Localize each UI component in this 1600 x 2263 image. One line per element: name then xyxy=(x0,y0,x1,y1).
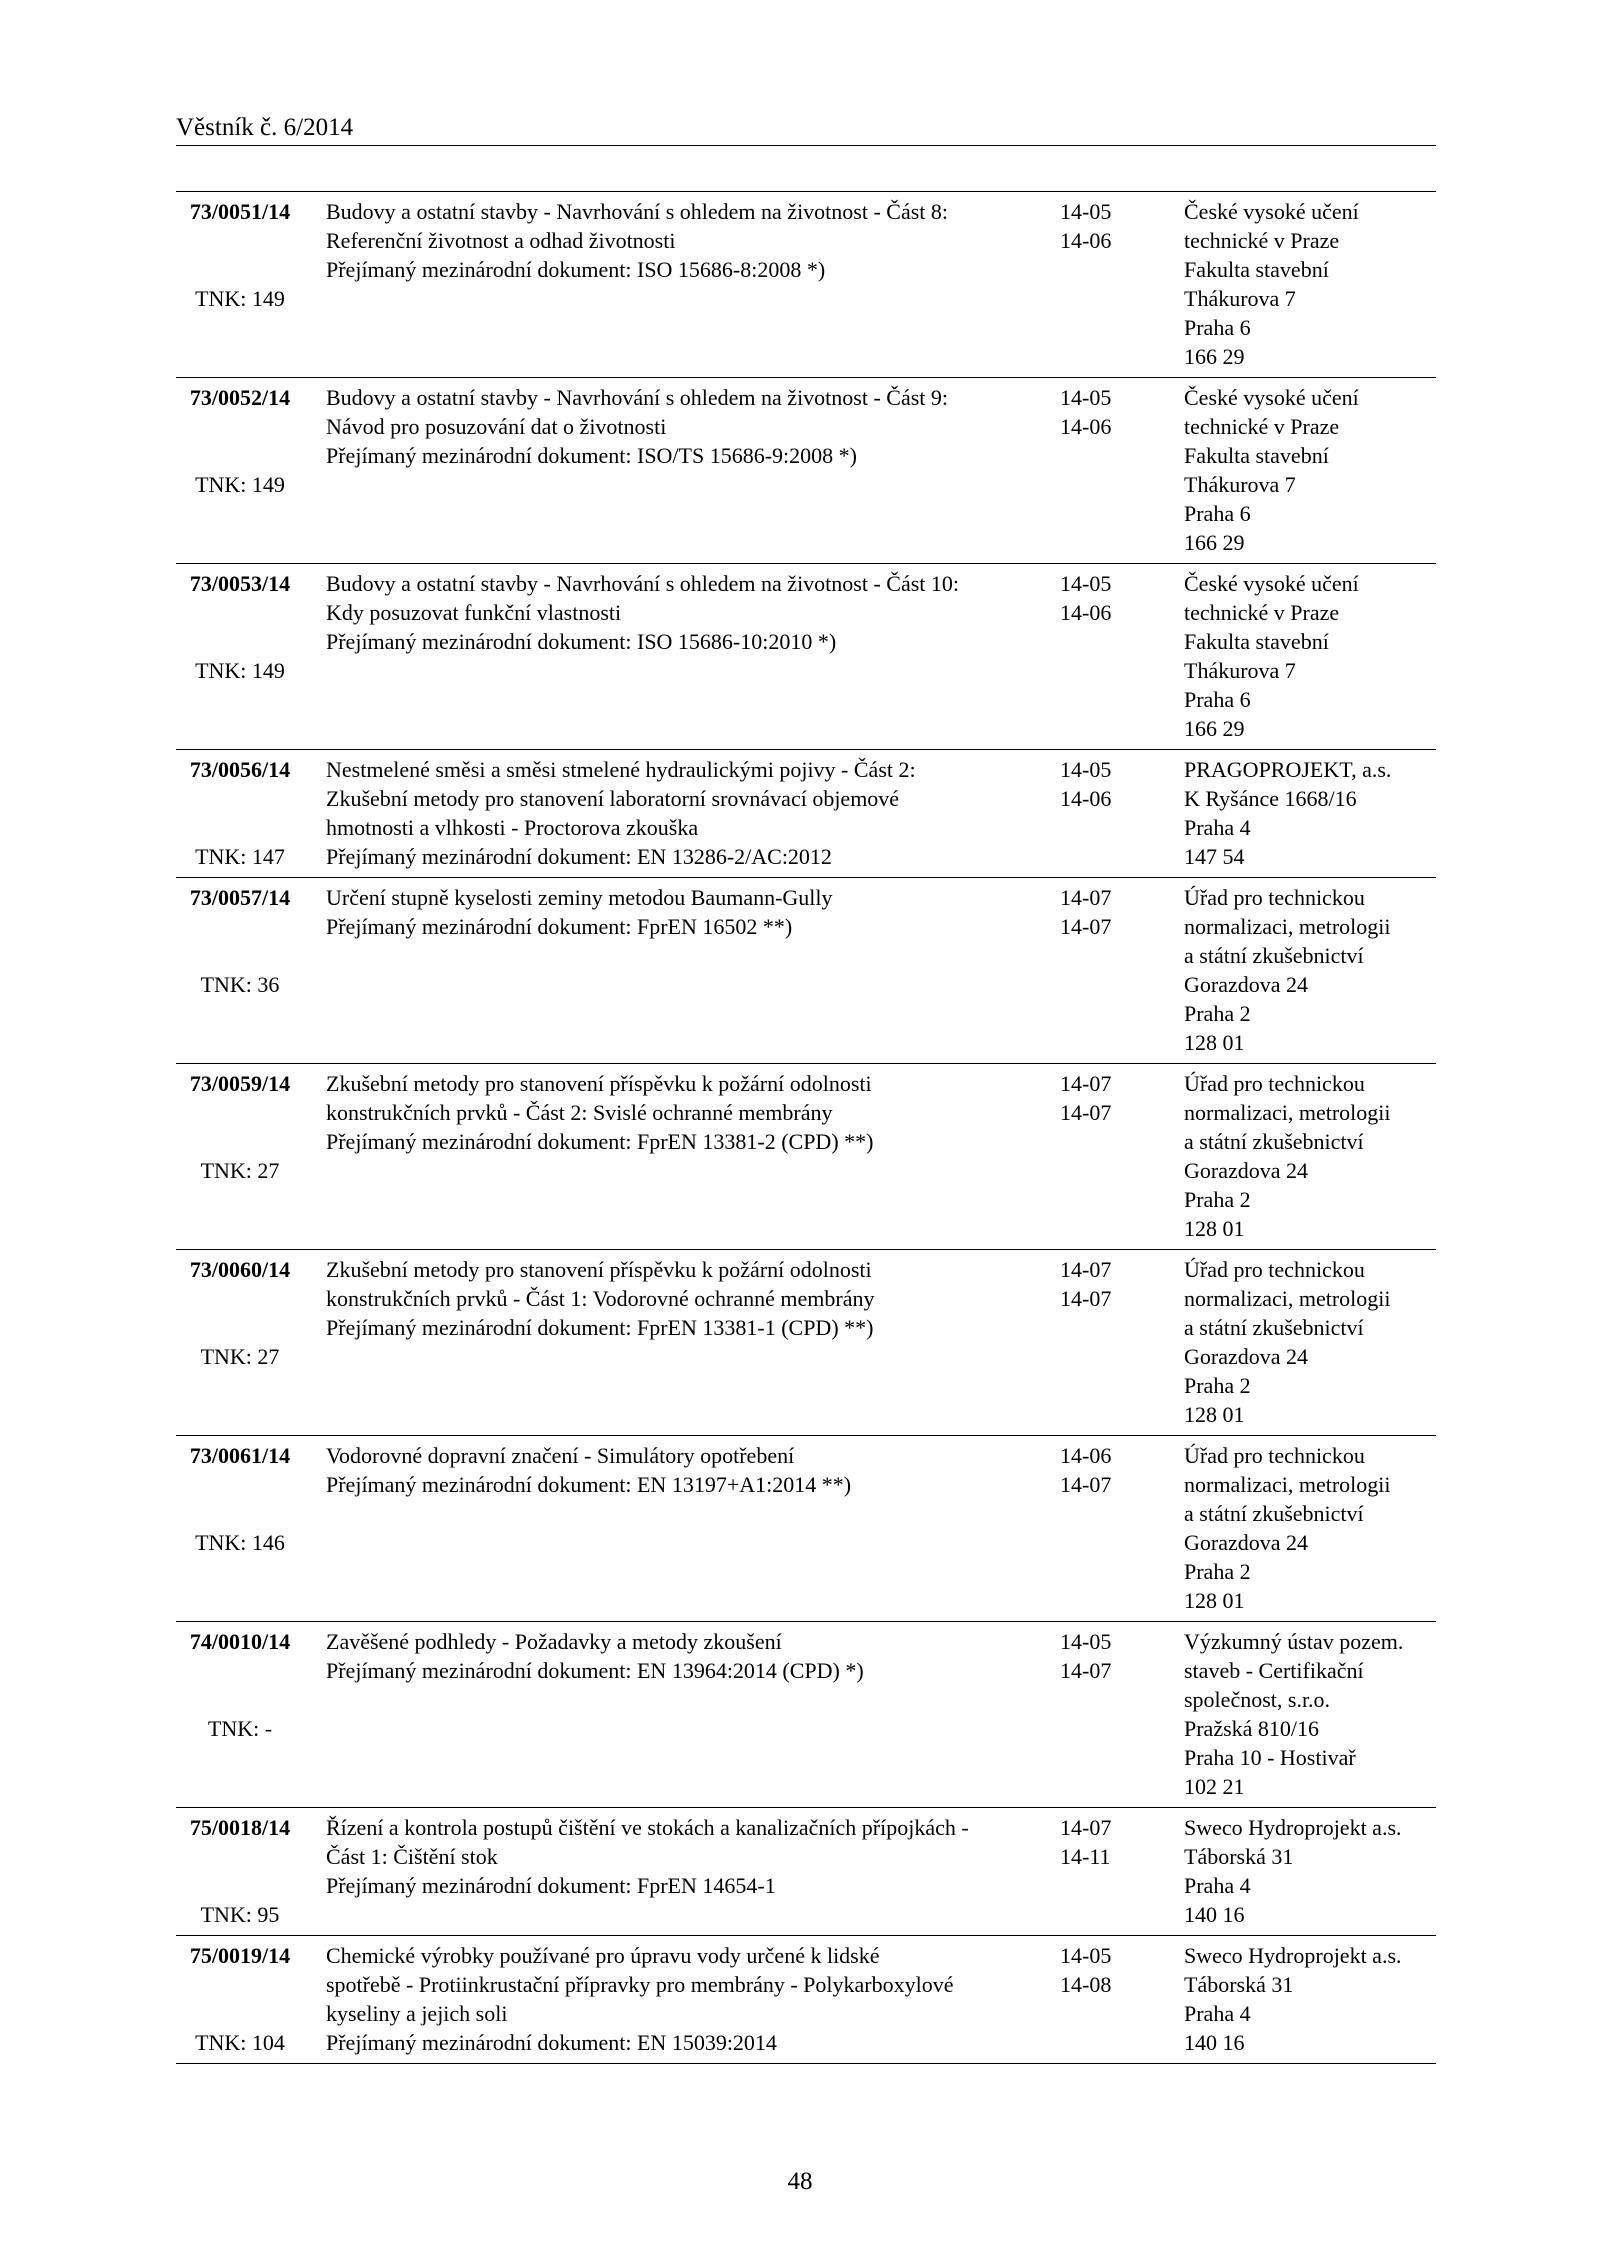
record-title-line: Přejímaný mezinárodní dokument: EN 13964:2014 (CPD) *) xyxy=(326,1658,864,1683)
record-organization-line: Praha 6 xyxy=(1184,501,1251,526)
record-tnk: TNK: 149 xyxy=(195,658,285,683)
record-title-line: hmotnosti a vlhkosti - Proctorova zkouška xyxy=(326,815,699,840)
record-title-line: Budovy a ostatní stavby - Navrhování s ohledem na životnost - Část 8: xyxy=(326,199,949,224)
record-title-line: Zkušební metody pro stanovení příspěvku k požární odolnosti xyxy=(326,1257,872,1282)
record-tnk: TNK: 36 xyxy=(200,972,280,997)
record-organization-line: 128 01 xyxy=(1184,1030,1245,1055)
record-organization-line: Thákurova 7 xyxy=(1184,286,1296,311)
table-row xyxy=(176,378,1436,564)
record-dates-line: 14-07 xyxy=(1060,1286,1112,1311)
record-organization xyxy=(1184,569,1434,743)
record-title-line: Přejímaný mezinárodní dokument: FprEN 13381-1 (CPD) **) xyxy=(326,1315,874,1340)
record-organization-line: normalizaci, metrologii xyxy=(1184,914,1391,939)
record-id: 75/0018/14 xyxy=(189,1815,291,1840)
record-dates-line: 14-07 xyxy=(1060,885,1112,910)
record-title-line: Část 1: Čištění stok xyxy=(326,1844,498,1869)
table-row xyxy=(176,1936,1436,2064)
record-organization-line: a státní zkušebnictví xyxy=(1184,1315,1364,1340)
page-header xyxy=(176,112,1436,146)
record-organization xyxy=(1184,383,1434,557)
record-dates-line: 14-06 xyxy=(1060,228,1112,253)
record-organization-line: Praha 6 xyxy=(1184,315,1251,340)
record-id: 73/0051/14 xyxy=(189,199,291,224)
record-dates xyxy=(1060,1255,1140,1313)
record-dates xyxy=(1060,197,1140,255)
record-title-line: Přejímaný mezinárodní dokument: FprEN 13381-2 (CPD) **) xyxy=(326,1129,874,1154)
record-title xyxy=(326,1255,886,1342)
record-organization-line: PRAGOPROJEKT, a.s. xyxy=(1184,757,1392,782)
record-id: 75/0019/14 xyxy=(189,1943,291,1968)
record-title-line: Návod pro posuzování dat o životnosti xyxy=(326,414,667,439)
record-title xyxy=(326,383,949,470)
record-dates xyxy=(1060,883,1140,941)
record-organization-line: 102 21 xyxy=(1184,1774,1245,1799)
record-organization-line: Praha 2 xyxy=(1184,1373,1251,1398)
record-organization xyxy=(1184,1255,1434,1429)
record-dates xyxy=(1060,569,1140,627)
record-organization-line: 128 01 xyxy=(1184,1588,1245,1613)
record-tnk: TNK: 147 xyxy=(195,844,285,869)
record-organization-line: Praha 4 xyxy=(1184,2001,1251,2026)
record-organization xyxy=(1184,755,1434,871)
record-dates xyxy=(1060,1941,1140,1999)
record-title-line: Nestmelené směsi a směsi stmelené hydraulickými pojivy - Část 2: xyxy=(326,757,916,782)
record-id: 73/0052/14 xyxy=(189,385,291,410)
record-title xyxy=(326,569,960,656)
record-dates-line: 14-07 xyxy=(1060,1815,1112,1840)
table-row xyxy=(176,1064,1436,1250)
record-title-line: Přejímaný mezinárodní dokument: ISO 15686-8:2008 *) xyxy=(326,257,826,282)
table-row xyxy=(176,1808,1436,1936)
record-organization-line: 140 16 xyxy=(1184,2030,1245,2055)
record-title xyxy=(326,1627,886,1685)
record-organization-line: Praha 2 xyxy=(1184,1001,1251,1026)
record-organization-line: Fakulta stavební xyxy=(1184,629,1329,654)
record-organization-line: technické v Praze xyxy=(1184,228,1340,253)
record-tnk: TNK: 95 xyxy=(200,1902,280,1927)
record-title xyxy=(326,197,949,284)
record-organization-line: Táborská 31 xyxy=(1184,1972,1294,1997)
record-title-line: konstrukčních prvků - Část 1: Vodorovné ochranné membrány xyxy=(326,1286,875,1311)
record-dates-line: 14-05 xyxy=(1060,1629,1112,1654)
record-tnk: TNK: 27 xyxy=(200,1158,280,1183)
record-dates xyxy=(1060,1441,1140,1499)
record-title-line: Řízení a kontrola postupů čištění ve stokách a kanalizačních přípojkách - xyxy=(326,1815,969,1840)
record-id: 73/0059/14 xyxy=(189,1071,291,1096)
record-organization-line: Fakulta stavební xyxy=(1184,443,1329,468)
record-title xyxy=(326,1069,886,1156)
record-id: 73/0057/14 xyxy=(189,885,291,910)
record-organization-line: technické v Praze xyxy=(1184,414,1340,439)
record-organization-line: Gorazdova 24 xyxy=(1184,1344,1309,1369)
record-organization-line: Úřad pro technickou xyxy=(1184,885,1365,910)
record-title-line: Zkušební metody pro stanovení příspěvku k požární odolnosti xyxy=(326,1071,872,1096)
record-organization-line: technické v Praze xyxy=(1184,600,1340,625)
record-organization-line: 166 29 xyxy=(1184,344,1245,369)
record-dates-line: 14-05 xyxy=(1060,199,1112,224)
record-title-line: Vodorovné dopravní značení - Simulátory opotřebení xyxy=(326,1443,795,1468)
record-tnk: TNK: 149 xyxy=(195,286,285,311)
record-title-line: Přejímaný mezinárodní dokument: ISO/TS 15686-9:2008 *) xyxy=(326,443,857,468)
record-organization xyxy=(1184,1813,1434,1929)
table-row xyxy=(176,878,1436,1064)
record-organization-line: 128 01 xyxy=(1184,1216,1245,1241)
record-title-line: Kdy posuzovat funkční vlastnosti xyxy=(326,600,622,625)
record-organization-line: České vysoké učení xyxy=(1184,385,1359,410)
record-organization-line: společnost, s.r.o. xyxy=(1184,1687,1331,1712)
record-dates xyxy=(1060,755,1140,813)
record-organization-line: Thákurova 7 xyxy=(1184,472,1296,497)
record-title xyxy=(326,755,916,871)
record-dates-line: 14-05 xyxy=(1060,757,1112,782)
page-number: 48 xyxy=(787,2168,813,2195)
record-dates xyxy=(1060,1813,1140,1871)
record-organization-line: 166 29 xyxy=(1184,716,1245,741)
record-dates xyxy=(1060,1069,1140,1127)
record-organization-line: 166 29 xyxy=(1184,530,1245,555)
record-organization xyxy=(1184,197,1434,371)
record-title xyxy=(326,1441,886,1499)
record-dates-line: 14-07 xyxy=(1060,1658,1112,1683)
record-title-line: Budovy a ostatní stavby - Navrhování s ohledem na životnost - Část 10: xyxy=(326,571,960,596)
record-organization-line: K Ryšánce 1668/16 xyxy=(1184,786,1357,811)
record-title xyxy=(326,1813,969,1900)
record-dates xyxy=(1060,1627,1140,1685)
record-dates-line: 14-06 xyxy=(1060,1443,1112,1468)
table-row xyxy=(176,192,1436,378)
record-organization-line: normalizaci, metrologii xyxy=(1184,1472,1391,1497)
record-organization-line: Praha 4 xyxy=(1184,815,1251,840)
record-organization-line: a státní zkušebnictví xyxy=(1184,943,1364,968)
record-dates-line: 14-07 xyxy=(1060,914,1112,939)
record-dates-line: 14-08 xyxy=(1060,1972,1112,1997)
record-id: 73/0056/14 xyxy=(189,757,291,782)
record-organization-line: Sweco Hydroprojekt a.s. xyxy=(1184,1815,1402,1840)
record-title-line: Přejímaný mezinárodní dokument: EN 13286-2/AC:2012 xyxy=(326,844,832,869)
table-row xyxy=(176,564,1436,750)
record-title-line: Budovy a ostatní stavby - Navrhování s ohledem na životnost - Část 9: xyxy=(326,385,949,410)
record-title-line: kyseliny a jejich soli xyxy=(326,2001,508,2026)
record-organization xyxy=(1184,883,1434,1057)
record-title-line: Chemické výrobky používané pro úpravu vody určené k lidské xyxy=(326,1943,880,1968)
record-organization-line: a státní zkušebnictví xyxy=(1184,1501,1364,1526)
record-dates-line: 14-05 xyxy=(1060,385,1112,410)
standards-table xyxy=(176,191,1436,2064)
record-title-line: Přejímaný mezinárodní dokument: EN 15039:2014 xyxy=(326,2030,777,2055)
record-title-line: Přejímaný mezinárodní dokument: ISO 15686-10:2010 *) xyxy=(326,629,837,654)
record-organization-line: normalizaci, metrologii xyxy=(1184,1286,1391,1311)
record-organization-line: 128 01 xyxy=(1184,1402,1245,1427)
record-organization xyxy=(1184,1941,1434,2057)
record-dates-line: 14-07 xyxy=(1060,1472,1112,1497)
record-dates-line: 14-05 xyxy=(1060,1943,1112,1968)
record-id: 73/0060/14 xyxy=(189,1257,291,1282)
record-dates xyxy=(1060,383,1140,441)
record-title-line: spotřebě - Protiinkrustační přípravky pro membrány - Polykarboxylové xyxy=(326,1972,954,1997)
record-tnk: TNK: 146 xyxy=(195,1530,285,1555)
record-organization-line: Táborská 31 xyxy=(1184,1844,1294,1869)
record-id: 73/0061/14 xyxy=(189,1443,291,1468)
record-organization-line: České vysoké učení xyxy=(1184,199,1359,224)
record-title-line: konstrukčních prvků - Část 2: Svislé ochranné membrány xyxy=(326,1100,833,1125)
table-row xyxy=(176,1436,1436,1622)
record-organization-line: České vysoké učení xyxy=(1184,571,1359,596)
record-organization-line: Úřad pro technickou xyxy=(1184,1071,1365,1096)
table-row xyxy=(176,1622,1436,1808)
record-organization-line: Gorazdova 24 xyxy=(1184,1530,1309,1555)
record-organization-line: Sweco Hydroprojekt a.s. xyxy=(1184,1943,1402,1968)
record-organization-line: normalizaci, metrologii xyxy=(1184,1100,1391,1125)
record-id: 73/0053/14 xyxy=(189,571,291,596)
record-organization-line: Gorazdova 24 xyxy=(1184,972,1309,997)
record-organization-line: 147 54 xyxy=(1184,844,1245,869)
record-organization-line: Praha 2 xyxy=(1184,1559,1251,1584)
table-row xyxy=(176,1250,1436,1436)
record-organization-line: staveb - Certifikační xyxy=(1184,1658,1364,1683)
record-id: 74/0010/14 xyxy=(189,1629,291,1654)
record-organization-line: Praha 4 xyxy=(1184,1873,1251,1898)
record-title-line: Referenční životnost a odhad životnosti xyxy=(326,228,676,253)
record-dates-line: 14-06 xyxy=(1060,600,1112,625)
record-organization-line: 140 16 xyxy=(1184,1902,1245,1927)
record-organization-line: Praha 2 xyxy=(1184,1187,1251,1212)
record-dates-line: 14-11 xyxy=(1060,1844,1111,1869)
record-dates-line: 14-07 xyxy=(1060,1257,1112,1282)
record-organization-line: Praha 10 - Hostivař xyxy=(1184,1745,1356,1770)
record-title-line: Zavěšené podhledy - Požadavky a metody zkoušení xyxy=(326,1629,782,1654)
record-organization-line: Praha 6 xyxy=(1184,687,1251,712)
record-organization-line: Gorazdova 24 xyxy=(1184,1158,1309,1183)
record-tnk: TNK: 149 xyxy=(195,472,285,497)
record-dates-line: 14-06 xyxy=(1060,786,1112,811)
record-organization-line: Fakulta stavební xyxy=(1184,257,1329,282)
record-organization xyxy=(1184,1441,1434,1615)
record-organization-line: Pražská 810/16 xyxy=(1184,1716,1320,1741)
record-tnk: TNK: 27 xyxy=(200,1344,280,1369)
record-organization-line: Výzkumný ústav pozem. xyxy=(1184,1629,1404,1654)
record-title xyxy=(326,883,886,941)
record-organization-line: Úřad pro technickou xyxy=(1184,1443,1365,1468)
table-row xyxy=(176,750,1436,878)
record-title-line: Přejímaný mezinárodní dokument: EN 13197+A1:2014 **) xyxy=(326,1472,852,1497)
record-dates-line: 14-05 xyxy=(1060,571,1112,596)
record-organization-line: Úřad pro technickou xyxy=(1184,1257,1365,1282)
record-organization xyxy=(1184,1627,1434,1801)
record-tnk: TNK: - xyxy=(207,1716,273,1741)
record-title-line: Zkušební metody pro stanovení laboratorní srovnávací objemové xyxy=(326,786,900,811)
record-title-line: Přejímaný mezinárodní dokument: FprEN 16502 **) xyxy=(326,914,793,939)
record-organization xyxy=(1184,1069,1434,1243)
record-title-line: Přejímaný mezinárodní dokument: FprEN 14654-1 xyxy=(326,1873,776,1898)
record-tnk: TNK: 104 xyxy=(195,2030,285,2055)
record-dates-line: 14-06 xyxy=(1060,414,1112,439)
journal-title: Věstník č. 6/2014 xyxy=(176,114,354,141)
record-title-line: Určení stupně kyselosti zeminy metodou Baumann-Gully xyxy=(326,885,833,910)
record-dates-line: 14-07 xyxy=(1060,1100,1112,1125)
record-dates-line: 14-07 xyxy=(1060,1071,1112,1096)
record-title xyxy=(326,1941,954,2057)
record-organization-line: Thákurova 7 xyxy=(1184,658,1296,683)
record-organization-line: a státní zkušebnictví xyxy=(1184,1129,1364,1154)
